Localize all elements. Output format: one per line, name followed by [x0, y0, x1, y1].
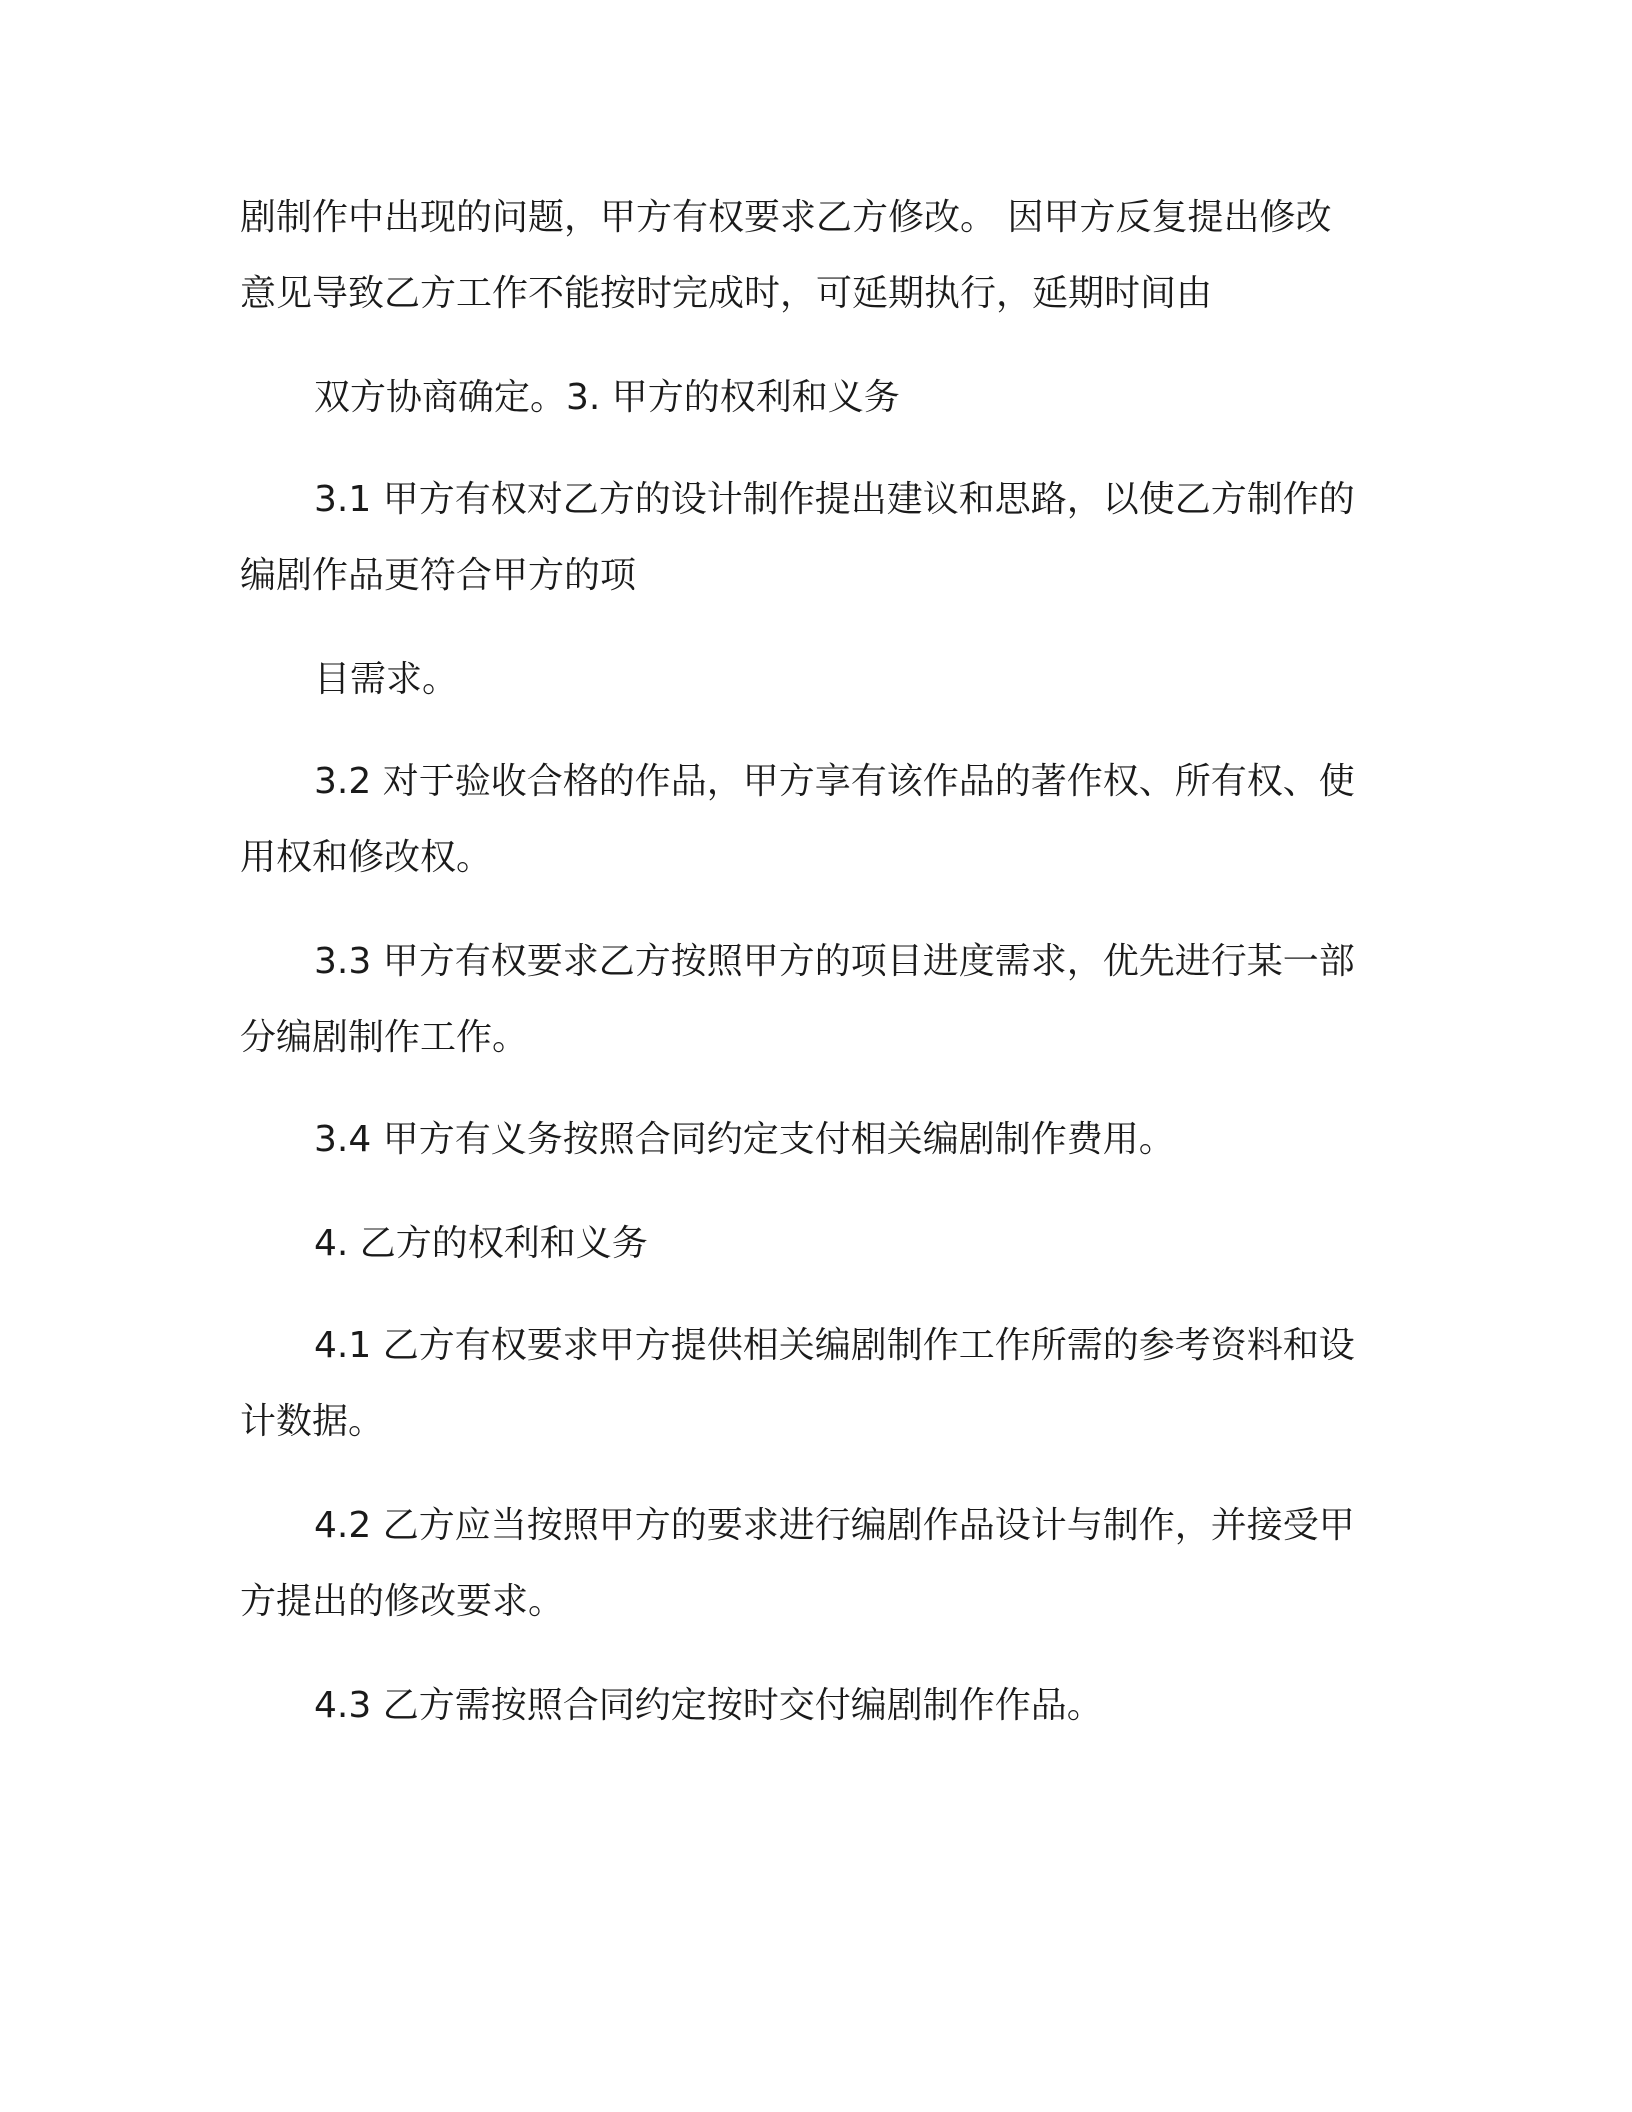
text-line: 4.1 乙方有权要求甲方提供相关编剧制作工作所需的参考资料和设 — [314, 1325, 1355, 1366]
text-line: 剧制作中出现的问题，甲方有权要求乙方修改。 因甲方反复提出修改 — [240, 197, 1332, 238]
text-line: 计数据。 — [240, 1401, 385, 1442]
text-line: 分编剧制作工作。 — [240, 1017, 529, 1058]
text-line: 3.3 甲方有权要求乙方按照甲方的项目进度需求，优先进行某一部 — [314, 941, 1355, 982]
section-heading: 4. 乙方的权利和义务 — [314, 1223, 648, 1264]
text-line: 4.2 乙方应当按照甲方的要求进行编剧作品设计与制作，并接受甲 — [314, 1505, 1355, 1546]
text-line: 用权和修改权。 — [240, 837, 493, 878]
text-line: 3.1 甲方有权对乙方的设计制作提出建议和思路，以使乙方制作的 — [314, 479, 1355, 520]
text-line: 意见导致乙方工作不能按时完成时，可延期执行，延期时间由 — [240, 273, 1213, 314]
text-line: 方提出的修改要求。 — [240, 1581, 565, 1622]
text-line: 双方协商确定。3. 甲方的权利和义务 — [314, 377, 900, 418]
text-line: 4.3 乙方需按照合同约定按时交付编剧制作作品。 — [314, 1685, 1103, 1726]
text-line: 3.2 对于验收合格的作品，甲方享有该作品的著作权、所有权、使 — [314, 761, 1355, 802]
text-line: 目需求。 — [314, 659, 459, 700]
text-line: 3.4 甲方有义务按照合同约定支付相关编剧制作费用。 — [314, 1119, 1175, 1160]
text-line: 编剧作品更符合甲方的项 — [240, 555, 637, 596]
